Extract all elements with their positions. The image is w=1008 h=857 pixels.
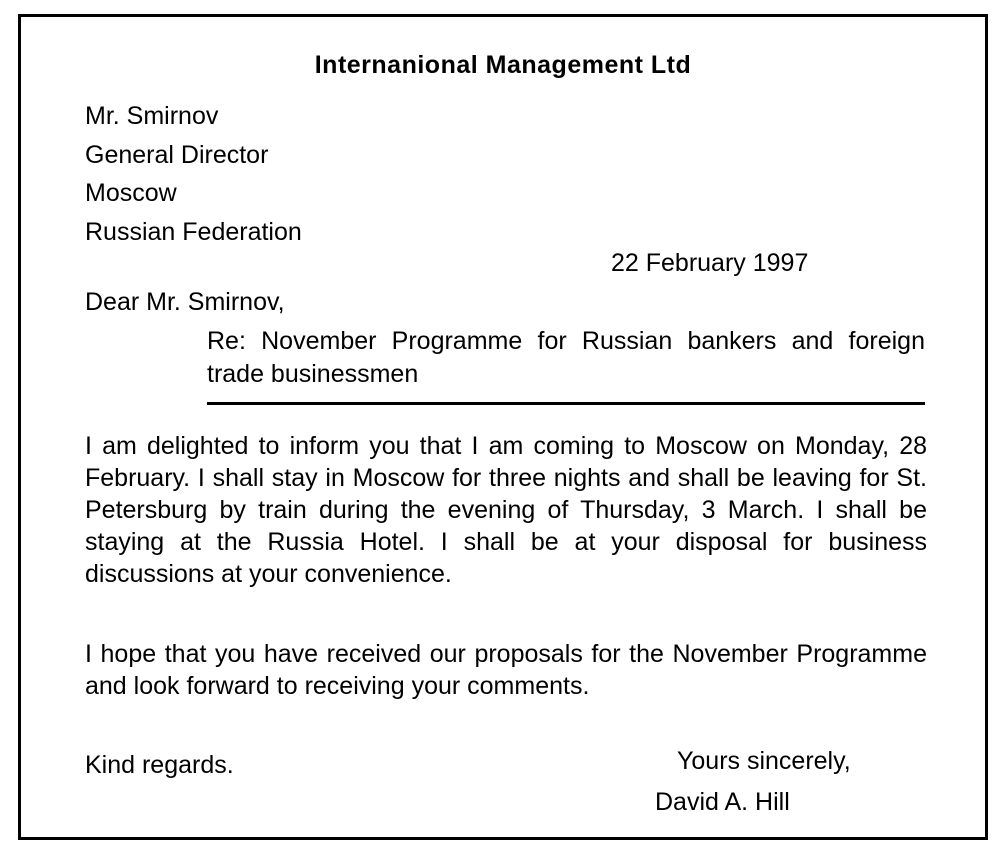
signature-name: David A. Hill: [655, 788, 790, 816]
signoff: Yours sincerely,: [677, 747, 851, 775]
company-name: Internanional Management Ltd: [314, 51, 692, 79]
recipient-title: General Director: [85, 140, 269, 169]
recipient-address: [85, 97, 302, 251]
body-paragraph-2: I hope that you have received our proposals for the November Programme and look forward to receiving your comments.: [85, 640, 927, 700]
letter-frame: [18, 14, 988, 840]
recipient-country: Russian Federation: [85, 217, 302, 246]
closing-remark: Kind regards.: [85, 751, 234, 779]
letter-date: 22 February 1997: [611, 249, 809, 277]
subject-underline: [207, 402, 925, 405]
body-paragraph-1: I am delighted to inform you that I am coming to Moscow on Monday, 28 February. I shall stay in Moscow for three nights and shall be leaving for St. Petersburg by train during the evening of Thursday, 3 March. I shall be staying at the Russia Hotel. I shall be at your disposal for business discussions at your convenience.: [85, 432, 927, 588]
salutation: Dear Mr. Smirnov,: [85, 288, 285, 316]
subject-line: Re: November Programme for Russian bankers and foreign trade businessmen: [207, 327, 925, 388]
recipient-name: Mr. Smirnov: [85, 102, 219, 130]
recipient-city: Moscow: [85, 179, 177, 207]
